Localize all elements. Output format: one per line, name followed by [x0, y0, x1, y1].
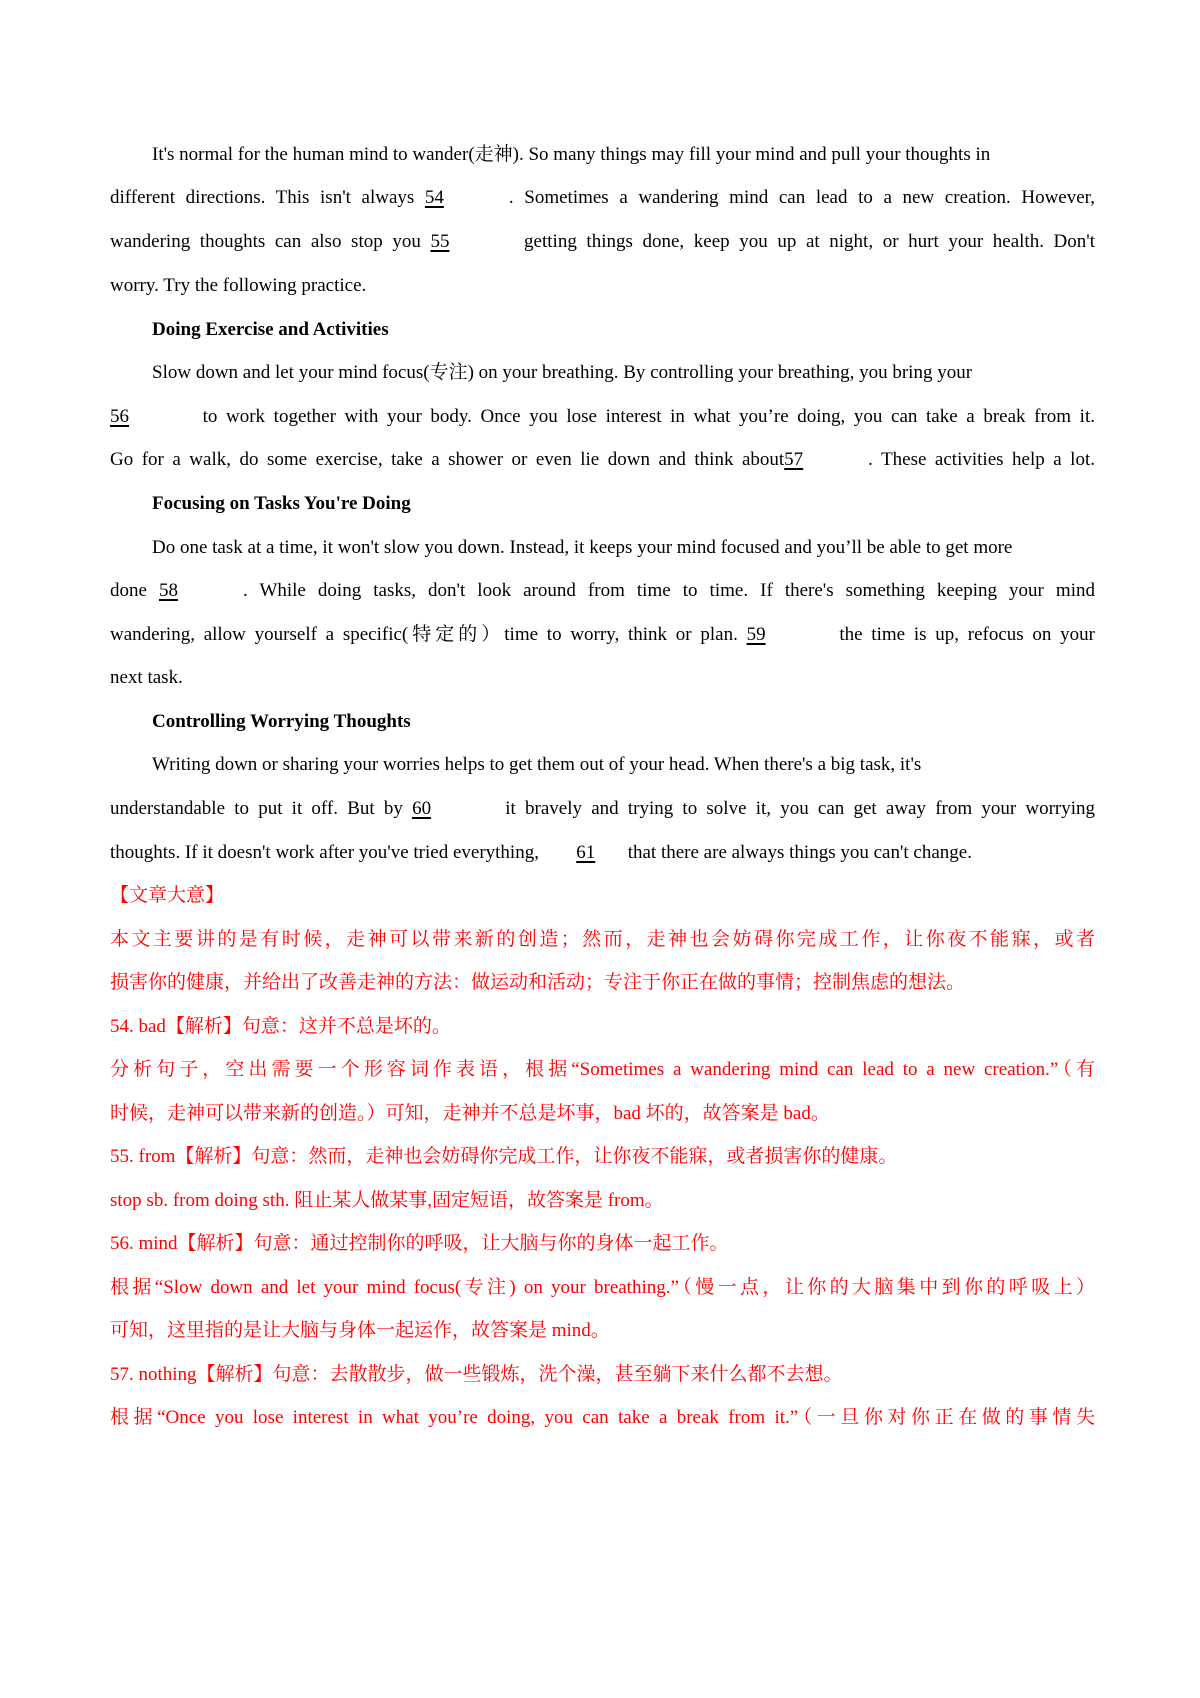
answer-56-heading: 56. mind【解析】句意：通过控制你的呼吸，让大脑与你的身体一起工作。	[110, 1233, 729, 1254]
text-run: the time is up, refocus on your	[830, 624, 1095, 645]
passage-p1-line1: It's normal for the human mind to wander(走神). So many things may fill your mind and pull your thoughts in	[152, 144, 991, 165]
text-run: thoughts. If it doesn't work after you've tried everything,	[110, 842, 544, 863]
passage-p3-line3	[110, 623, 1095, 647]
blank-59: 59	[746, 624, 766, 645]
blank-57: 57	[784, 449, 804, 470]
text-run: . These activities help a lot.	[868, 449, 1095, 470]
answer-57-line1: 根据“Once you lose interest in what you’re doing, you can take a break from it.”（一旦你对你正在做的事情失	[110, 1407, 1095, 1428]
passage-p3-line4: next task.	[110, 667, 183, 688]
text-run: . While doing tasks, don't look around from time to time. If there's something keeping your mind	[242, 580, 1095, 601]
blank-60: 60	[412, 798, 432, 819]
passage-p2-line1: Slow down and let your mind focus(专注) on your breathing. By controlling your breathing, you bring your	[152, 362, 973, 383]
text-run: that there are always things you can't change.	[627, 842, 972, 863]
blank-55: 55	[430, 231, 450, 252]
passage-p1-line3	[110, 230, 1095, 254]
passage-p1-line2	[110, 186, 1095, 210]
text-run: done	[110, 580, 159, 601]
blank-56: 56	[110, 406, 129, 427]
text-run: to work together with your body. Once you lose interest in what you’re doing, you can take a break from it.	[194, 406, 1095, 427]
answer-55-line1: stop sb. from doing sth. 阻止某人做某事,固定短语，故答案是 from。	[110, 1190, 664, 1211]
summary-line2: 损害你的健康，并给出了改善走神的方法：做运动和活动；专注于你正在做的事情；控制焦虑的想法。	[110, 972, 966, 993]
text-run: getting things done, keep you up at night, or hurt your health. Don't	[514, 231, 1095, 252]
passage-p3-line1: Do one task at a time, it won't slow you down. Instead, it keeps your mind focused and you’ll be able to get more	[152, 537, 1013, 558]
summary-line1: 本文主要讲的是有时候，走神可以带来新的创造；然而，走神也会妨碍你完成工作，让你夜不能寐，或者	[110, 929, 1095, 950]
text-run: it bravely and trying to solve it, you can get away from your worrying	[496, 798, 1096, 819]
section-heading-worrying: Controlling Worrying Thoughts	[152, 711, 411, 732]
passage-p1-line4: worry. Try the following practice.	[110, 275, 367, 296]
text-run: understandable to put it off. But by	[110, 798, 413, 819]
passage-p4-line3	[110, 841, 1095, 865]
blank-61: 61	[576, 842, 596, 863]
passage-p2-line3	[110, 448, 1095, 472]
text-run: . Sometimes a wandering mind can lead to a new creation. However,	[508, 187, 1095, 208]
answer-55-heading: 55. from【解析】句意：然而，走神也会妨碍你完成工作，让你夜不能寐，或者损害你的健康。	[110, 1146, 898, 1167]
answer-56-line2: 可知，这里指的是让大脑与身体一起运作，故答案是 mind。	[110, 1320, 610, 1341]
text-run: different directions. This isn't always	[110, 187, 425, 208]
answer-54-line2: 时候，走神可以带来新的创造。）可知，走神并不总是坏事，bad 坏的，故答案是 bad。	[110, 1103, 830, 1124]
answer-57-heading: 57. nothing【解析】句意：去散散步，做一些锻炼，洗个澡，甚至躺下来什么都不去想。	[110, 1364, 843, 1385]
blank-58: 58	[158, 580, 178, 601]
passage-p3-line2	[110, 579, 1095, 603]
section-heading-exercise: Doing Exercise and Activities	[152, 319, 389, 340]
passage-p4-line1: Writing down or sharing your worries helps to get them out of your head. When there's a big task, it's	[152, 754, 922, 775]
passage-p4-line2	[110, 797, 1095, 821]
answer-56-line1: 根据“Slow down and let your mind focus(专注) on your breathing.”（慢一点，让你的大脑集中到你的呼吸上）	[110, 1277, 1095, 1298]
answer-54-heading: 54. bad【解析】句意：这并不总是坏的。	[110, 1016, 451, 1037]
text-run: Go for a walk, do some exercise, take a shower or even lie down and think about	[110, 449, 785, 470]
text-run: wandering thoughts can also stop you	[110, 231, 431, 252]
blank-54: 54	[424, 187, 444, 208]
passage-p2-line2	[110, 405, 1095, 429]
section-heading-focusing: Focusing on Tasks You're Doing	[152, 493, 411, 514]
answer-54-line1: 分析句子，空出需要一个形容词作表语，根据“Sometimes a wandering mind can lead to a new creation.”（有	[110, 1059, 1095, 1080]
text-run: wandering, allow yourself a specific(特定的）time to worry, think or plan.	[110, 624, 747, 645]
summary-title: 【文章大意】	[110, 885, 225, 906]
